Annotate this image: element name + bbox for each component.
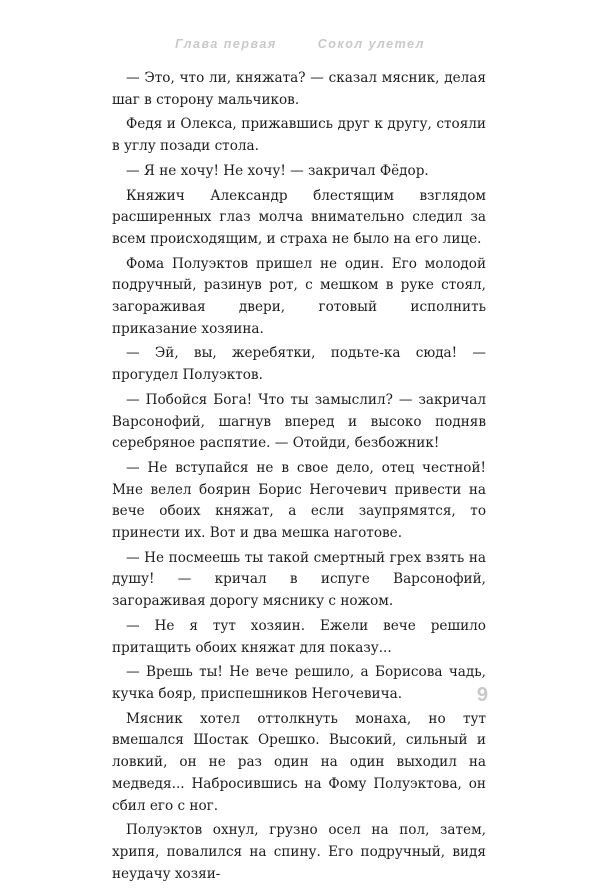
paragraph: — Врешь ты! Не вече решило, а Борисова чадь, кучка бояр, приспешников Негочевича. bbox=[112, 664, 486, 702]
paragraph: Княжич Александр блестящим взглядом расширенных глаз молча внимательно следил за всем происходящим, и страха не было на его лице. bbox=[112, 187, 486, 247]
paragraph: Полуэктов охнул, грузно осел на пол, затем, хрипя, повалился на спину. Его подручный, видя неудачу хозяи- bbox=[112, 822, 486, 882]
paragraph: — Не я тут хозяин. Ежели вече решило притащить обоих княжат для показу... bbox=[112, 617, 486, 656]
paragraph: Мясник хотел оттолкнуть монаха, но тут вмешался Шостак Орешко. Высокий, сильный и ловкий, он не раз один на один выходил на медведя... Набросившись на Фому Полуэктова, он сбил его с ног. bbox=[112, 710, 486, 814]
running-head bbox=[0, 37, 600, 51]
paragraph: — Побойся Бога! Что ты замыслил? — закричал Варсонофий, шагнув вперед и высоко подняв серебряное распятие. — Отойди, безбожник! bbox=[112, 391, 486, 452]
paragraph: — Это, что ли, княжата? — сказал мясник, делая шаг в сторону мальчиков. bbox=[112, 70, 486, 108]
paragraph: — Не вступайся не в свое дело, отец честной! Мне велел боярин Борис Негочевич привести на вече обоих княжат, а если заупрямятся, то принести их. Вот и два мешка наготове. bbox=[112, 459, 486, 542]
chapter-label: Глава первая bbox=[175, 37, 277, 51]
page-number: 9 bbox=[476, 684, 488, 706]
chapter-title: Сокол улетел bbox=[317, 37, 425, 51]
paragraph: — Не посмеешь ты такой смертный грех взять на душу! — кричал в испуге Варсонофий, загораживая дорогу мяснику с ножом. bbox=[112, 549, 486, 610]
paragraph: — Я не хочу! Не хочу! — закричал Фёдор. bbox=[126, 162, 429, 179]
paragraph: Федя и Олекса, прижавшись друг к другу, стояли в углу позади стола. bbox=[112, 116, 486, 155]
paragraph: — Эй, вы, жеребятки, подьте-ка сюда! — прогудел Полуэктов. bbox=[112, 345, 486, 384]
body-text bbox=[112, 68, 486, 888]
paragraph: Фома Полуэктов пришел не один. Его молодой подручный, разинув рот, с мешком в руке стоял, загораживая двери, готовый исполнить приказание хозяина. bbox=[112, 255, 486, 337]
